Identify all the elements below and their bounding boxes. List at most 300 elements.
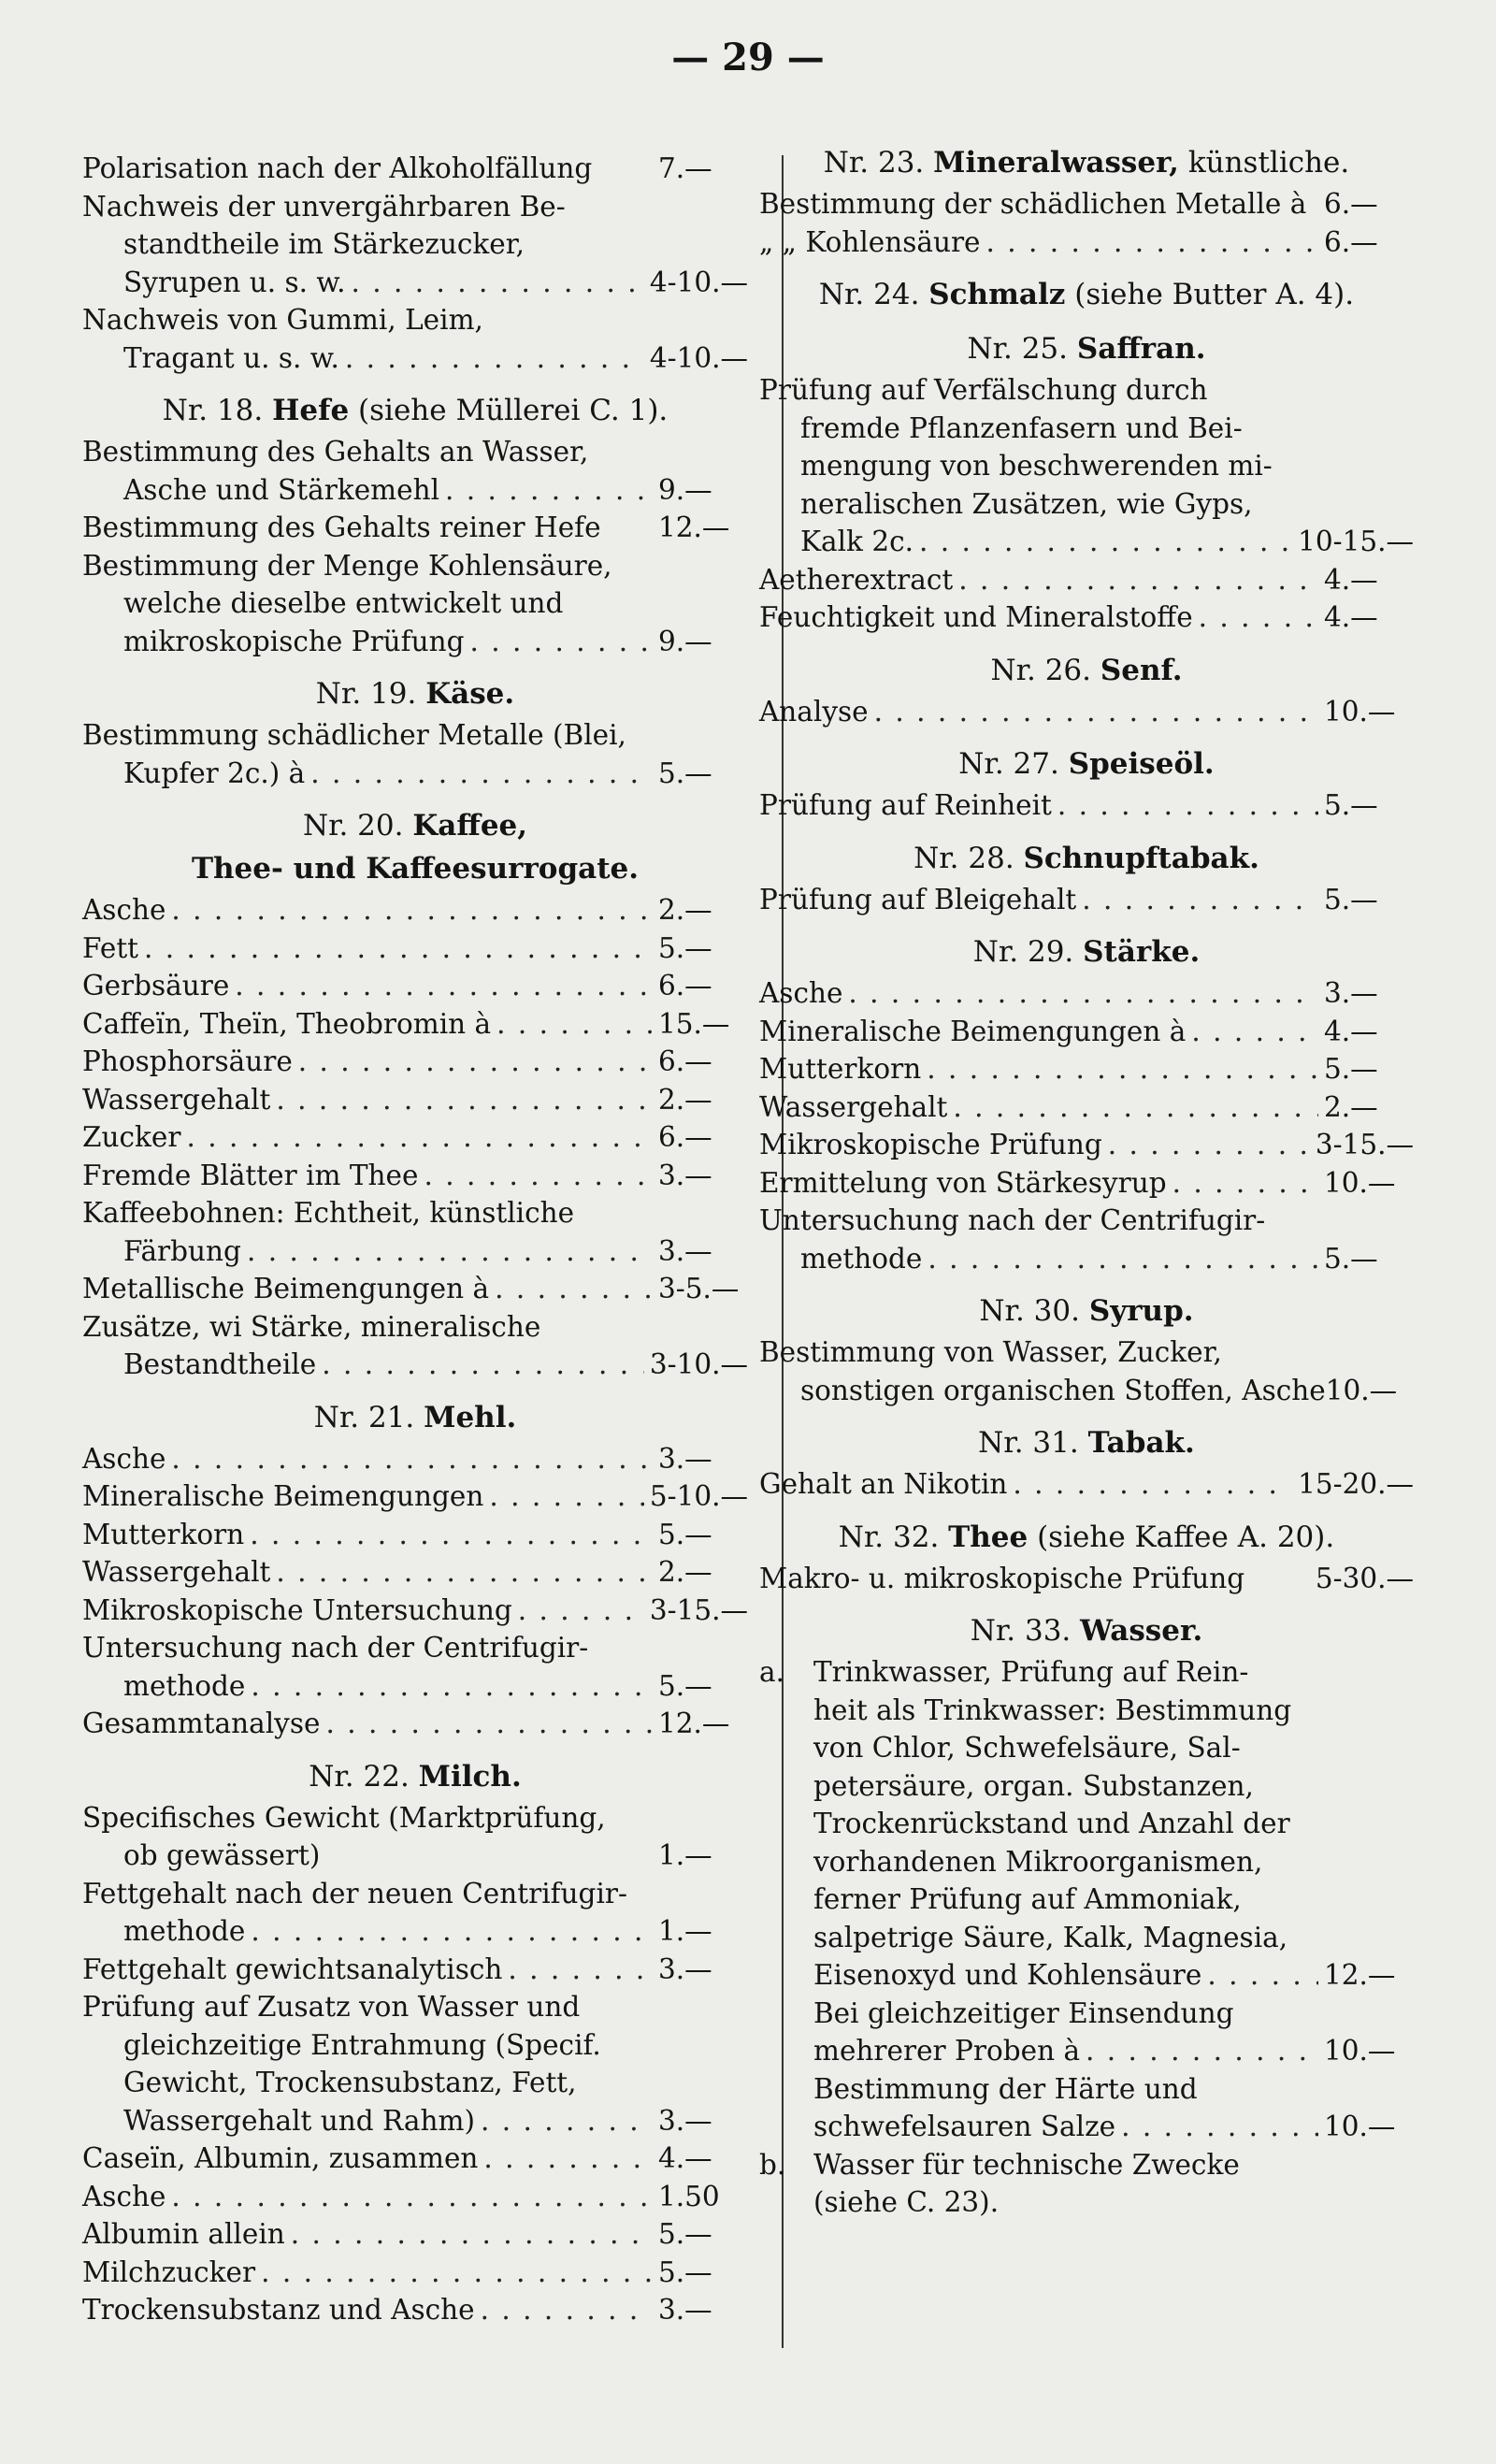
dot-leader <box>874 693 1318 731</box>
dot-leader <box>481 2102 653 2140</box>
entry-text: Zusätze, wi Stärke, mineralische <box>82 1310 541 1343</box>
section-heading <box>759 1610 1414 1651</box>
entry-text: Makro- u. mikroskopische Prüfung <box>759 1562 1245 1594</box>
dot-leader <box>171 1440 653 1478</box>
entry-text: Fettgehalt gewichtsanalytisch <box>82 1952 503 1985</box>
price-line <box>82 301 748 339</box>
dot-leader <box>235 967 653 1005</box>
entry-text: Untersuchung nach der Centrifugir- <box>759 1204 1266 1236</box>
section-heading <box>759 274 1414 315</box>
entry-text: Mineralische Beimengungen à <box>759 1015 1187 1047</box>
price-line <box>82 1516 748 1554</box>
section-number: Nr. 32. <box>838 1520 949 1554</box>
entry-text: Mutterkorn <box>82 1518 245 1550</box>
dot-leader <box>1082 881 1318 919</box>
price: 6.— <box>658 1121 712 1153</box>
price-line <box>759 185 1414 223</box>
dot-leader <box>1121 2108 1318 2146</box>
dot-leader <box>927 1050 1318 1088</box>
entry-text: petersäure, organ. Substanzen, <box>813 1769 1254 1802</box>
entry-text: von Chlor, Schwefelsäure, Sal- <box>813 1732 1241 1764</box>
section-title: Thee <box>948 1520 1028 1554</box>
entry-text: Bestimmung der schädlichen Metalle à <box>759 188 1307 220</box>
price: 1.— <box>658 1839 712 1871</box>
price: 6.— <box>1324 188 1378 220</box>
page-number: — 29 — <box>671 36 825 79</box>
price: 3.— <box>658 1159 712 1191</box>
price-line <box>82 891 748 929</box>
entry-text: Wassergehalt <box>82 1083 271 1116</box>
price-line <box>82 755 748 793</box>
price-line <box>759 1333 1414 1372</box>
price-line <box>759 1465 1414 1504</box>
price: 5.— <box>1324 789 1378 821</box>
entry-text: Prüfung auf Reinheit <box>759 789 1052 821</box>
dot-leader <box>171 891 653 929</box>
section-number: Nr. 27. <box>958 747 1069 781</box>
price-line <box>82 1118 748 1157</box>
entry-text: Prüfung auf Verfälschung durch <box>759 374 1208 406</box>
price: 10-15.— <box>1298 526 1414 557</box>
price: 10.— <box>1324 695 1396 728</box>
section-heading <box>82 673 748 714</box>
price-line <box>82 1799 748 1837</box>
dot-leader <box>986 223 1318 262</box>
price-line <box>82 150 748 188</box>
dot-leader <box>445 471 653 510</box>
price-line <box>759 2108 1414 2146</box>
price: 3-10.— <box>649 1348 748 1380</box>
section-title: Schnupftabak. <box>1023 841 1259 875</box>
dot-leader <box>247 1232 653 1271</box>
dot-leader <box>291 2215 653 2254</box>
price: 5.— <box>658 2218 712 2250</box>
price: 6.— <box>658 970 712 1001</box>
entry-text: Asche <box>82 894 166 926</box>
entry-text: methode <box>123 1915 246 1947</box>
entry-text: standtheile im Stärkezucker, <box>123 228 525 260</box>
section-title: Wasser. <box>1080 1614 1203 1648</box>
section-heading <box>759 1517 1414 1558</box>
price-line <box>759 1692 1414 1730</box>
price-line <box>82 1270 748 1308</box>
price-line <box>82 1951 748 1989</box>
price-line <box>759 1805 1414 1843</box>
section-heading <box>759 1290 1414 1332</box>
price-line <box>759 371 1414 410</box>
entry-text: „ „ Kohlensäure <box>759 225 981 258</box>
price-line <box>759 1880 1414 1919</box>
entry-text: Bestimmung der Härte und <box>813 2072 1198 2105</box>
price-line <box>82 509 748 547</box>
entry-text: Mikroskopische Untersuchung <box>82 1593 512 1626</box>
price-line <box>759 1240 1414 1278</box>
price: 3-15.— <box>649 1593 748 1626</box>
price-line <box>759 1088 1414 1127</box>
section-heading <box>82 1756 748 1797</box>
entry-text: fremde Pflanzenfasern und Bei- <box>800 411 1243 444</box>
entry-text: Mikroskopische Prüfung <box>759 1129 1102 1160</box>
entry-text: Kupfer 2c.) à <box>123 756 306 789</box>
entry-text: Fettgehalt nach der neuen Centrifugir- <box>82 1877 627 1909</box>
price: 3.— <box>658 1442 712 1475</box>
dot-leader <box>495 1270 653 1308</box>
dot-leader <box>186 1118 653 1157</box>
price: 5.— <box>658 1518 712 1550</box>
price: 15.— <box>658 1007 730 1040</box>
section-number: Nr. 26. <box>990 653 1100 687</box>
section-heading <box>82 390 748 431</box>
dot-leader <box>144 929 653 968</box>
price: 5.— <box>1324 883 1378 915</box>
entry-text: Analyse <box>759 695 869 728</box>
price-line <box>82 188 748 226</box>
price-line <box>82 1667 748 1706</box>
entry-text: mikroskopische Prüfung <box>123 625 465 657</box>
price-line <box>82 716 748 755</box>
entry-text: mengung von beschwerenden mi- <box>800 450 1273 482</box>
dot-leader <box>489 1477 643 1516</box>
price-line <box>82 1232 748 1271</box>
price-line <box>759 1050 1414 1088</box>
entry-text: Trinkwasser, Prüfung auf Rein- <box>813 1656 1249 1688</box>
section-number: Nr. 33. <box>970 1614 1081 1648</box>
section-number: Nr. 23. <box>823 146 934 180</box>
price-line <box>759 1729 1414 1767</box>
dot-leader <box>470 623 654 661</box>
price: 7.— <box>658 152 712 184</box>
dot-leader <box>1199 598 1318 637</box>
entry-text: Asche <box>82 1442 166 1475</box>
price: 2.— <box>1324 1090 1378 1123</box>
price-line <box>82 1553 748 1592</box>
price: 4-10.— <box>649 266 748 298</box>
right-column <box>759 146 1414 2222</box>
price-line <box>82 1988 748 2026</box>
entry-text: Bestimmung des Gehalts reiner Hefe <box>82 512 601 543</box>
dot-leader <box>496 1005 653 1044</box>
dot-leader <box>1086 2032 1318 2070</box>
dot-leader <box>958 561 1318 599</box>
price-line <box>759 485 1414 524</box>
price-line <box>759 1013 1414 1051</box>
dot-leader <box>1207 1956 1318 1995</box>
dot-leader <box>518 1592 644 1630</box>
price-line <box>82 623 748 661</box>
entry-text: Bestimmung des Gehalts an Wasser, <box>82 436 589 468</box>
dot-leader <box>276 1553 653 1592</box>
price: 9.— <box>658 625 712 657</box>
price-line <box>759 1202 1414 1240</box>
dot-leader <box>1013 1465 1292 1504</box>
price-line <box>82 1912 748 1951</box>
section-number: Nr. 24. <box>818 278 929 311</box>
price: 5.— <box>658 756 712 789</box>
price-line <box>82 225 748 264</box>
price-line <box>82 1346 748 1384</box>
entry-text: Albumin allein <box>82 2218 285 2250</box>
price-line <box>759 2146 1414 2184</box>
price-line <box>759 1843 1414 1881</box>
section-heading <box>759 650 1414 691</box>
price: 3.— <box>658 1952 712 1985</box>
dot-leader <box>325 1705 653 1743</box>
price-line <box>759 1164 1414 1203</box>
entry-text: sonstigen organischen Stoffen, Asche <box>800 1374 1326 1406</box>
price: 3-15.— <box>1315 1129 1414 1160</box>
dot-leader <box>1172 1164 1318 1203</box>
price-line <box>82 1705 748 1743</box>
entry-text: Trockenrückstand und Anzahl der <box>813 1808 1290 1839</box>
price-line <box>82 2102 748 2140</box>
price: 12.— <box>658 512 730 543</box>
price-line <box>82 1308 748 1347</box>
entry-text: Caseïn, Albumin, zusammen <box>82 2142 479 2174</box>
price: 1.— <box>658 1915 712 1947</box>
price-line <box>82 584 748 623</box>
dot-leader <box>508 1951 653 1989</box>
price: 5.— <box>658 2255 712 2288</box>
section-title: Saffran. <box>1076 332 1206 366</box>
section-heading <box>82 1397 748 1438</box>
entry-text: Specifisches Gewicht (Marktprüfung, <box>82 1801 606 1834</box>
entry-text: Nachweis der unvergährbaren Be- <box>82 190 566 223</box>
entry-text: Zucker <box>82 1121 181 1153</box>
section-title: Schmalz <box>928 278 1066 311</box>
price: 1.50 <box>658 2180 720 2212</box>
section-number: Nr. 31. <box>978 1426 1088 1460</box>
price-line <box>759 1767 1414 1806</box>
dot-leader <box>1191 1013 1318 1051</box>
price: 4.— <box>1324 601 1378 633</box>
item-letter: b. <box>759 2148 786 2181</box>
price-line <box>759 1560 1414 1598</box>
entry-text: Mutterkorn <box>759 1053 922 1085</box>
price: 4.— <box>1324 1015 1378 1047</box>
entry-text: Wasser für technische Zwecke <box>813 2148 1240 2181</box>
entry-text: schwefelsauren Salze <box>813 2111 1116 2142</box>
price: 3.— <box>658 2294 712 2326</box>
dot-leader <box>481 2291 653 2329</box>
entry-text: Bestimmung der Menge Kohlensäure, <box>82 549 612 582</box>
price-line <box>759 881 1414 919</box>
price-line <box>82 1005 748 1044</box>
price: 3.— <box>658 2104 712 2137</box>
price-line <box>82 2254 748 2292</box>
price-line <box>82 1837 748 1875</box>
price-line <box>759 598 1414 637</box>
entry-text: methode <box>800 1242 923 1275</box>
section-heading <box>759 328 1414 369</box>
price-line <box>82 2215 748 2254</box>
price-line <box>82 2026 748 2065</box>
section-title: Tabak. <box>1087 1426 1195 1460</box>
dot-leader <box>919 523 1292 561</box>
price: 5.— <box>658 931 712 964</box>
section-title: Milch. <box>418 1759 522 1794</box>
item-letter: a. <box>759 1656 784 1688</box>
dot-leader <box>424 1157 653 1195</box>
entry-text: Färbung <box>123 1234 241 1267</box>
entry-text: (siehe C. 23). <box>813 2186 1000 2218</box>
price: 5.— <box>1324 1053 1378 1085</box>
price-line <box>82 2178 748 2216</box>
price: 4.— <box>1324 563 1378 596</box>
price: 6.— <box>1324 225 1378 258</box>
section-heading <box>82 805 748 846</box>
entry-text: welche dieselbe entwickelt und <box>123 587 564 619</box>
section-number: Nr. 18. <box>162 394 273 427</box>
price-line <box>82 1629 748 1667</box>
section-number: Nr. 22. <box>309 1759 419 1794</box>
section-title: Käse. <box>425 677 515 711</box>
entry-text: Bestimmung schädlicher Metalle (Blei, <box>82 719 626 751</box>
price: 10.— <box>1325 1374 1398 1406</box>
price-line <box>82 929 748 968</box>
price-line <box>759 1653 1414 1692</box>
price-line <box>82 1081 748 1119</box>
entry-text: Wassergehalt <box>82 1556 271 1588</box>
section-heading <box>759 838 1414 879</box>
section-heading <box>759 1422 1414 1463</box>
entry-text: Gehalt an Nikotin <box>759 1468 1008 1500</box>
section-number: Nr. 20. <box>302 809 413 843</box>
entry-text: Asche und Stärkemehl <box>123 473 440 506</box>
price-line <box>82 1592 748 1630</box>
price-line <box>82 1477 748 1516</box>
price: 4.— <box>658 2142 712 2174</box>
price-line <box>759 2183 1414 2222</box>
price: 3.— <box>658 1234 712 1267</box>
price-line <box>82 339 748 378</box>
price: 10.— <box>1324 2035 1396 2067</box>
price: 4-10.— <box>649 341 748 374</box>
entry-text: Eisenoxyd und Kohlensäure <box>813 1959 1202 1991</box>
price-line <box>759 447 1414 485</box>
entry-text: gleichzeitige Entrahmung (Specif. <box>123 2028 601 2061</box>
section-note: (siehe Müllerei C. 1). <box>349 394 669 427</box>
entry-text: Trockensubstanz und Asche <box>82 2294 475 2326</box>
entry-text: Nachweis von Gummi, Leim, <box>82 304 483 336</box>
dot-leader <box>250 1516 653 1554</box>
dot-leader <box>276 1081 653 1119</box>
dot-leader <box>298 1043 653 1081</box>
entry-text: Bestandtheile <box>123 1348 317 1380</box>
section-title: Kaffee, <box>412 809 528 843</box>
price: 5.— <box>658 1669 712 1702</box>
price: 6.— <box>658 1045 712 1077</box>
dot-leader <box>953 1088 1318 1127</box>
price-line <box>82 471 748 510</box>
entry-text: Gewicht, Trockensubstanz, Fett, <box>123 2067 577 2098</box>
dot-leader <box>928 1240 1318 1278</box>
dot-leader <box>848 974 1318 1013</box>
entry-text: Metallische Beimengungen à <box>82 1273 490 1304</box>
price-line <box>759 523 1414 561</box>
entry-text: Caffeïn, Theïn, Theobromin à <box>82 1007 492 1040</box>
section-title: Mineralwasser, <box>933 146 1179 180</box>
entry-text: Milchzucker <box>82 2255 256 2288</box>
section-title: Mehl. <box>424 1400 517 1434</box>
section-number: Nr. 21. <box>313 1400 424 1434</box>
dot-leader <box>251 1912 653 1951</box>
price-line <box>759 223 1414 262</box>
entry-text: Wassergehalt und Rahm) <box>123 2104 475 2137</box>
price-line <box>759 1126 1414 1164</box>
dot-leader <box>251 1667 653 1706</box>
entry-text: methode <box>123 1669 246 1702</box>
section-number: Nr. 19. <box>315 677 426 711</box>
price-line <box>759 410 1414 448</box>
entry-text: Feuchtigkeit und Mineralstoffe <box>759 601 1193 633</box>
entry-text: Mineralische Beimengungen <box>82 1480 484 1512</box>
section-heading <box>759 142 1414 183</box>
section-title: Syrup. <box>1088 1294 1194 1328</box>
entry-text: Syrupen u. s. w. <box>123 266 346 298</box>
entry-text: Untersuchung nach der Centrifugir- <box>82 1632 589 1664</box>
section-number: Nr. 29. <box>972 935 1084 969</box>
entry-text: Asche <box>82 2180 166 2212</box>
section-heading <box>759 743 1414 785</box>
entry-text: salpetrige Säure, Kalk, Magnesia, <box>813 1921 1288 1953</box>
entry-text: Fett <box>82 931 139 964</box>
entry-text: Asche <box>759 977 843 1009</box>
price-line <box>759 2070 1414 2109</box>
price: 5-10.— <box>649 1480 748 1512</box>
price: 2.— <box>658 1556 712 1588</box>
price-line <box>82 2291 748 2329</box>
price-line <box>759 786 1414 825</box>
price-line <box>759 693 1414 731</box>
section-note: (siehe Butter A. 4). <box>1065 278 1355 311</box>
dot-leader <box>310 755 653 793</box>
section-title: Speiseöl. <box>1068 747 1215 781</box>
entry-text: Polarisation nach der Alkoholfällung <box>82 152 593 184</box>
entry-text: Bei gleichzeitiger Einsendung <box>813 1996 1234 2029</box>
price: 10.— <box>1324 2111 1396 2142</box>
price: 12.— <box>658 1708 730 1739</box>
price: 10.— <box>1324 1166 1396 1199</box>
price-line <box>759 1372 1414 1410</box>
entry-text: Aetherextract <box>759 563 954 596</box>
price-line <box>82 1875 748 1913</box>
entry-text: Ermittelung von Stärkesyrup <box>759 1166 1167 1199</box>
entry-text: Tragant u. s. w. <box>123 341 339 374</box>
section-subtitle: Thee- und Kaffeesurrogate. <box>191 852 640 886</box>
dot-leader <box>171 2178 653 2216</box>
price-line <box>759 974 1414 1013</box>
entry-text: Wassergehalt <box>759 1090 948 1123</box>
left-column <box>82 150 748 2329</box>
section-note: künstliche. <box>1178 146 1350 180</box>
entry-text: Bestimmung von Wasser, Zucker, <box>759 1336 1222 1368</box>
price-line <box>82 1440 748 1478</box>
entry-text: Gesammtanalyse <box>82 1708 321 1739</box>
price: 2.— <box>658 894 712 926</box>
price: 3.— <box>1324 977 1378 1009</box>
entry-text: Kalk 2c. <box>800 526 913 557</box>
dot-leader <box>1057 786 1318 825</box>
dot-leader <box>261 2254 653 2292</box>
section-note: (siehe Kaffee A. 20). <box>1028 1520 1335 1554</box>
section-title: Stärke. <box>1083 935 1201 969</box>
price-line <box>82 1194 748 1232</box>
dot-leader <box>483 2140 653 2178</box>
price-line <box>759 2032 1414 2070</box>
price-line <box>82 1043 748 1081</box>
price-line <box>82 967 748 1005</box>
entry-text: Phosphorsäure <box>82 1045 293 1077</box>
